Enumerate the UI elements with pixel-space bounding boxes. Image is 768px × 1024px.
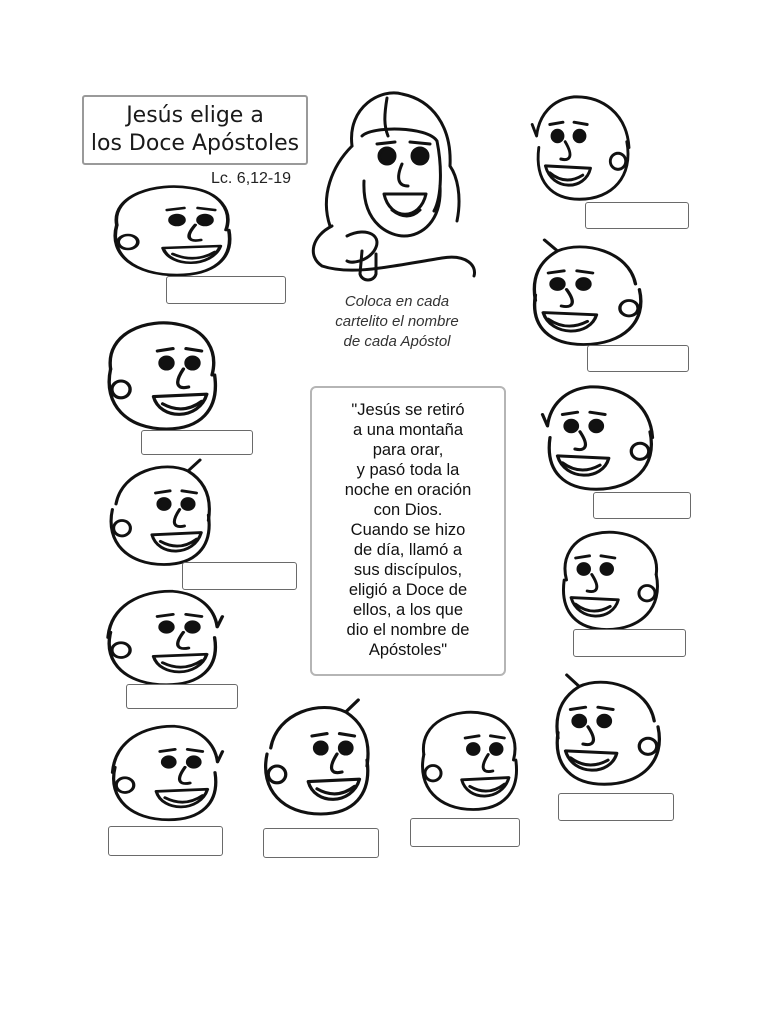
apostle-name-box-6[interactable] [182,562,297,590]
quote-line: con Dios. [373,501,443,519]
quote-line: a una montaña [352,421,464,439]
instruction-line-3: de cada Apóstol [343,333,451,350]
apostle-face-icon [95,585,225,690]
apostle-face-icon [100,720,225,825]
apostle-name-box-12[interactable] [263,828,379,858]
apostle-name-box-8[interactable] [126,684,238,709]
apostle-name-box-11[interactable] [108,826,223,856]
instruction-text [322,292,472,352]
apostle-face-icon [555,525,670,635]
quote-line: eligió a Doce de [348,581,468,599]
apostle-name-box-2[interactable] [585,202,689,229]
apostle-face-icon [540,380,665,495]
apostle-name-box-3[interactable] [587,345,689,372]
quote-line: y pasó toda la [356,461,460,479]
apostle-face-icon [100,180,240,280]
apostle-name-box-5[interactable] [593,492,691,519]
scripture-quote-box [310,386,506,676]
apostle-name-box-7[interactable] [573,629,686,657]
quote-line: Cuando se hizo [350,521,466,539]
apostle-name-box-4[interactable] [141,430,253,455]
quote-line: para orar, [372,441,444,459]
instruction-line-1: Coloca en cada [344,293,450,310]
apostle-name-box-9[interactable] [558,793,674,821]
instruction-line-2: cartelito el nombre [335,313,459,330]
apostle-face-icon [410,705,525,815]
apostle-face-icon [525,240,655,350]
apostle-name-box-1[interactable] [166,276,286,304]
quote-line: ellos, a los que [352,601,464,619]
apostle-name-box-10[interactable] [410,818,520,847]
jesus-pointing-icon [292,86,482,282]
title-box [82,95,308,165]
apostle-face-icon [252,700,377,820]
apostle-face-icon [548,675,673,790]
quote-line: de día, llamó a [353,541,463,559]
quote-line: dio el nombre de [346,621,470,639]
apostle-face-icon [530,90,640,205]
quote-line: Apóstoles" [368,641,448,659]
apostle-face-icon [98,460,218,570]
title-line-2: los Doce Apóstoles [90,131,300,156]
quote-line: "Jesús se retiró [351,401,465,419]
title-line-1: Jesús elige a [126,103,264,128]
quote-line: noche en oración [344,481,472,499]
apostle-face-icon [95,315,225,435]
quote-line: sus discípulos, [353,561,463,579]
bible-reference: Lc. 6,12-19 [211,170,292,187]
